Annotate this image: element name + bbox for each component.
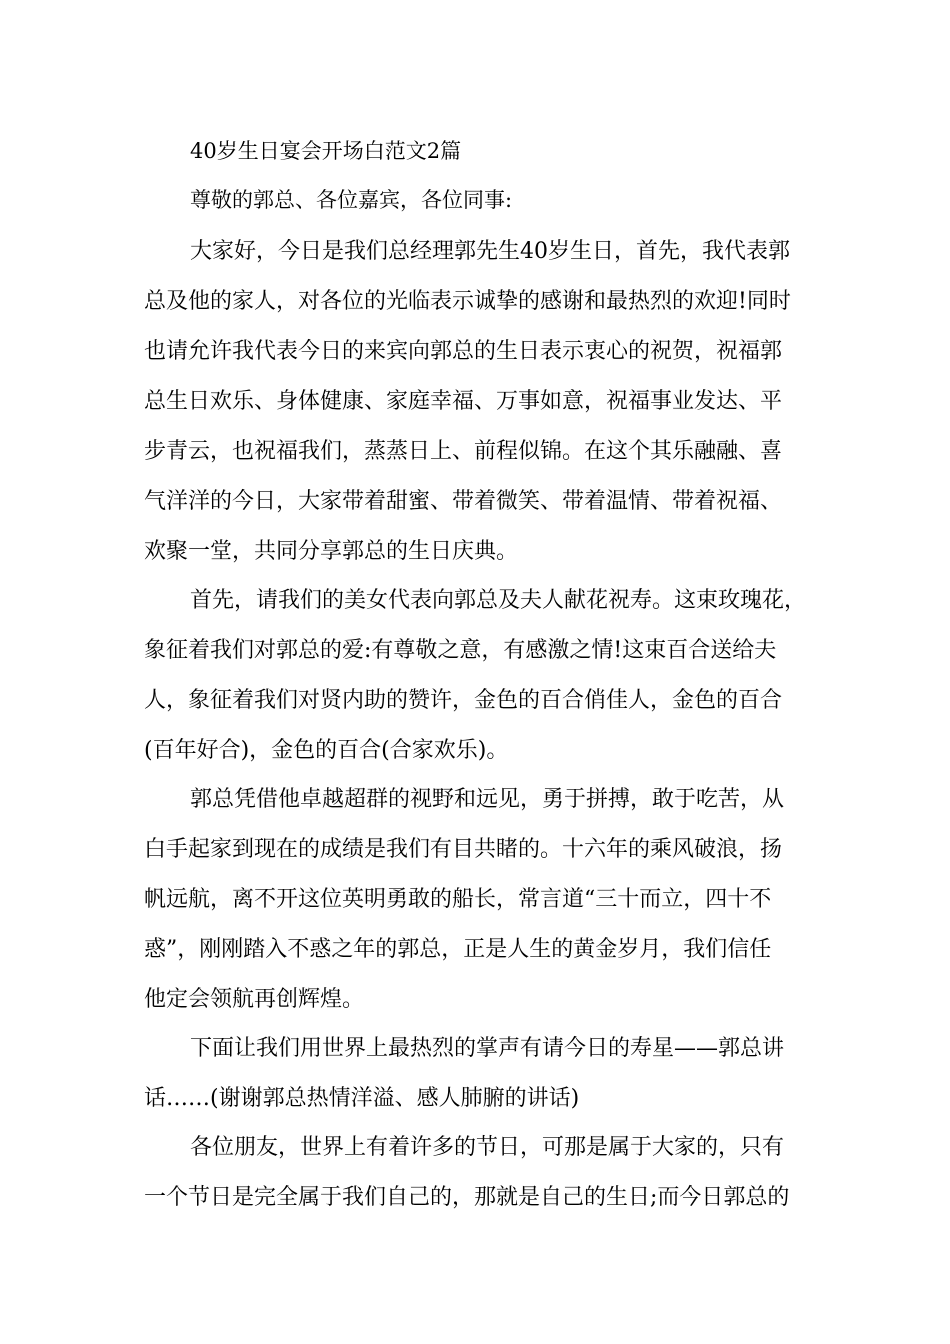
paragraph-line: 话……(谢谢郭总热情洋溢、感人肺腑的讲话) bbox=[144, 1086, 580, 1111]
paragraph-achievements bbox=[144, 775, 814, 1025]
paragraph-line: 下面让我们用世界上最热烈的掌声有请今日的寿星——郭总讲 bbox=[190, 1036, 785, 1061]
paragraph-line: 他定会领航再创辉煌。 bbox=[144, 987, 365, 1012]
document-title: 40岁生日宴会开场白范文2篇 bbox=[190, 139, 462, 163]
paragraph-line: 大家好，今日是我们总经理郭先生40岁生日，首先，我代表郭 bbox=[190, 239, 790, 264]
paragraph-line: (百年好合)，金色的百合(合家欢乐)。 bbox=[144, 738, 509, 763]
paragraph-line: 惑”，刚刚踏入不惑之年的郭总，正是人生的黄金岁月，我们信任 bbox=[144, 937, 772, 962]
paragraph-line: 人，象征着我们对贤内助的赞许，金色的百合俏佳人，金色的百合 bbox=[144, 688, 783, 713]
paragraph-line: 步青云，也祝福我们，蒸蒸日上、前程似锦。在这个其乐融融、喜 bbox=[144, 439, 783, 464]
paragraph-line: 各位朋友，世界上有着许多的节日，可那是属于大家的，只有 bbox=[190, 1135, 785, 1160]
paragraph-line: 象征着我们对郭总的爱:有尊敬之意，有感激之情!这束百合送给夫 bbox=[144, 638, 777, 663]
paragraph-line: 也请允许我代表今日的来宾向郭总的生日表示衷心的祝贺，祝福郭 bbox=[144, 339, 783, 364]
paragraph-line: 总及他的家人，对各位的光临表示诚挚的感谢和最热烈的欢迎!同时 bbox=[144, 289, 791, 314]
paragraph-welcome bbox=[144, 227, 814, 577]
paragraph-line: 白手起家到现在的成绩是我们有目共睹的。十六年的乘风破浪，扬 bbox=[144, 837, 783, 862]
paragraph-line: 气洋洋的今日，大家带着甜蜜、带着微笑、带着温情、带着祝福、 bbox=[144, 489, 783, 514]
paragraph-birthday bbox=[144, 1123, 814, 1223]
salutation: 尊敬的郭总、各位嘉宾，各位同事: bbox=[190, 188, 513, 212]
paragraph-line: 郭总凭借他卓越超群的视野和远见，勇于拼搏，敢于吃苦，从 bbox=[190, 787, 785, 812]
paragraph-flowers bbox=[144, 576, 814, 776]
paragraph-line: 帆远航，离不开这位英明勇敢的船长，常言道“三十而立，四十不 bbox=[144, 887, 772, 912]
paragraph-line: 欢聚一堂，共同分享郭总的生日庆典。 bbox=[144, 539, 519, 564]
paragraph-line: 首先，请我们的美女代表向郭总及夫人献花祝寿。这束玫瑰花， bbox=[190, 588, 807, 613]
paragraph-line: 总生日欢乐、身体健康、家庭幸福、万事如意，祝福事业发达、平 bbox=[144, 389, 783, 414]
paragraph-speech-invite bbox=[144, 1024, 814, 1124]
paragraph-line: 一个节日是完全属于我们自己的，那就是自己的生日;而今日郭总的 bbox=[144, 1185, 790, 1210]
